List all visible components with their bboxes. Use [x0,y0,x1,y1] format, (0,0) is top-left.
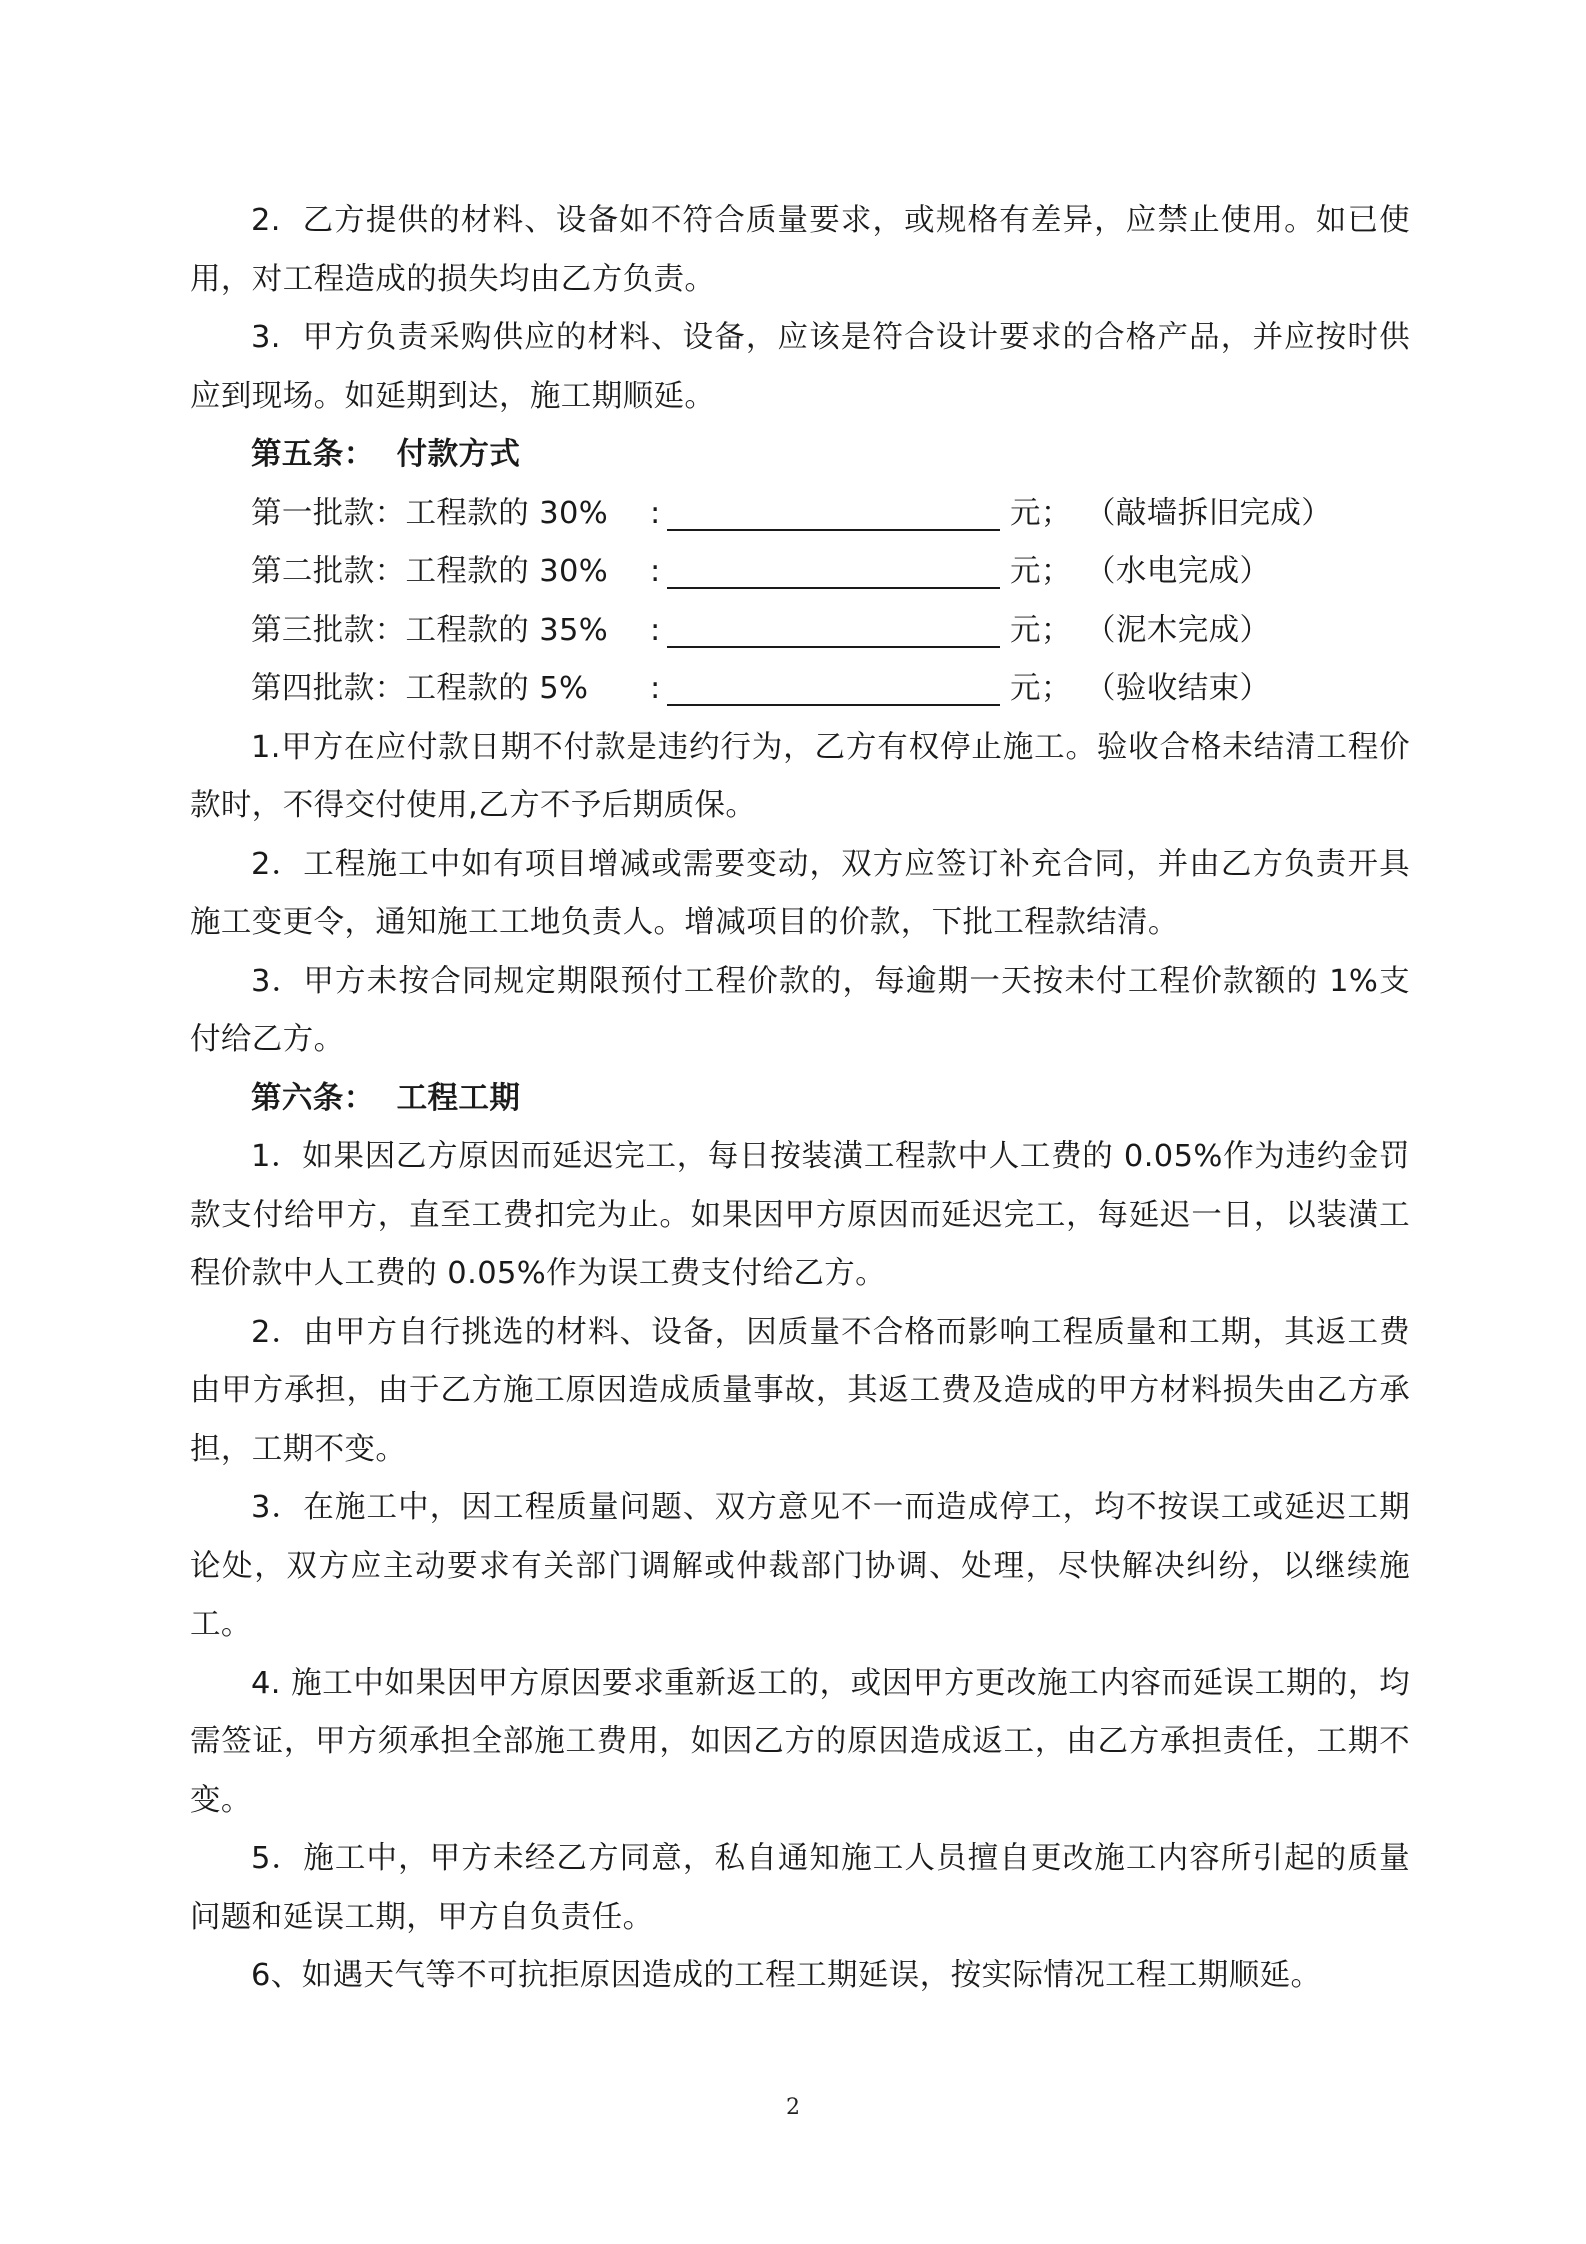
payment-label: 第二批款：工程款的 30% [251,554,609,589]
section5-clause-2: 2．工程施工中如有项目增减或需要变动，双方应签订补充合同，并由乙方负责开具施工变更令，通知施工工地负责人。增减项目的价款，下批工程款结清。 [190,846,1410,940]
payment-unit: 元； [1010,554,1072,589]
payment-label: 第三批款：工程款的 35% [251,612,609,648]
section6-clause-5: 5．施工中，甲方未经乙方同意，私自通知施工人员擅自更改施工内容所引起的质量问题和延误工期，甲方自负责任。 [190,1841,1410,1935]
section6-clause-3: 3．在施工中，因工程质量问题、双方意见不一而造成停工，均不按误工或延迟工期论处，双方应主动要求有关部门调解或仲裁部门协调、处理，尽快解决纠纷，以继续施工。 [190,1490,1410,1642]
payment-colon: : [650,612,661,648]
section5-clause-1: 1.甲方在应付款日期不付款是违约行为，乙方有权停止施工。验收合格未结清工程价款时，不得交付使用,乙方不予后期质保。 [190,729,1410,823]
section6-clause-2: 2．由甲方自行挑选的材料、设备，因质量不合格而影响工程质量和工期，其返工费由甲方承担，由于乙方施工原因造成质量事故，其返工费及造成的甲方材料损失由乙方承担，工期不变。 [190,1314,1410,1467]
payment-label: 第四批款：工程款的 5% [251,671,589,706]
payment-row-2 [190,543,1410,602]
section6-heading: 第六条： 工程工期 [251,1080,521,1116]
payment-amount-blank[interactable] [667,529,1000,531]
payment-unit: 元； [1010,495,1072,531]
page-number: 2 [786,2095,800,2120]
payment-colon: : [650,671,661,706]
section6-clause-4: 4. 施工中如果因甲方原因要求重新返工的，或因甲方更改施工内容而延误工期的，均需签证，甲方须承担全部施工费用，如因乙方的原因造成返工，由乙方承担责任，工期不变。 [190,1665,1410,1818]
payment-amount-blank[interactable] [667,646,1000,648]
section5-clause-3: 3．甲方未按合同规定期限预付工程价款的，每逾期一天按未付工程价款额的 1%支付给乙方。 [190,963,1410,1057]
payment-unit: 元； [1010,612,1072,648]
section5-heading: 第五条： 付款方式 [251,437,521,472]
section4-clause-3: 3. 甲方负责采购供应的材料、设备，应该是符合设计要求的合格产品，并应按时供应到现场。如延期到达，施工期顺延。 [190,320,1410,414]
payment-amount-blank[interactable] [667,704,1000,706]
payment-note: （水电完成） [1085,554,1271,589]
payment-label: 第一批款：工程款的 30% [251,495,609,531]
payment-row-3 [190,602,1410,661]
payment-unit: 元； [1010,671,1072,706]
payment-note: （敲墙拆旧完成） [1085,495,1333,531]
section4-clause-2: 2. 乙方提供的材料、设备如不符合质量要求，或规格有差异，应禁止使用。如已使用，对工程造成的损失均由乙方负责。 [190,203,1410,297]
section6-clause-6: 6、如遇天气等不可抗拒原因造成的工程工期延误，按实际情况工程工期顺延。 [251,1958,1322,1993]
payment-note: （泥木完成） [1085,612,1271,648]
payment-row-4 [190,660,1410,719]
payment-amount-blank[interactable] [667,587,1000,589]
page-content [190,192,1410,2006]
payment-note: （验收结束） [1085,671,1271,706]
payment-colon: : [650,495,661,531]
section6-clause-1: 1．如果因乙方原因而延迟完工，每日按装潢工程款中人工费的 0.05%作为违约金罚款支付给甲方，直至工费扣完为止。如果因甲方原因而延迟完工，每延迟一日，以装潢工程价款中人工费的 0.05%作为误工费支付给乙方。 [190,1139,1410,1291]
payment-row-1 [190,485,1410,544]
payment-colon: : [650,554,661,589]
